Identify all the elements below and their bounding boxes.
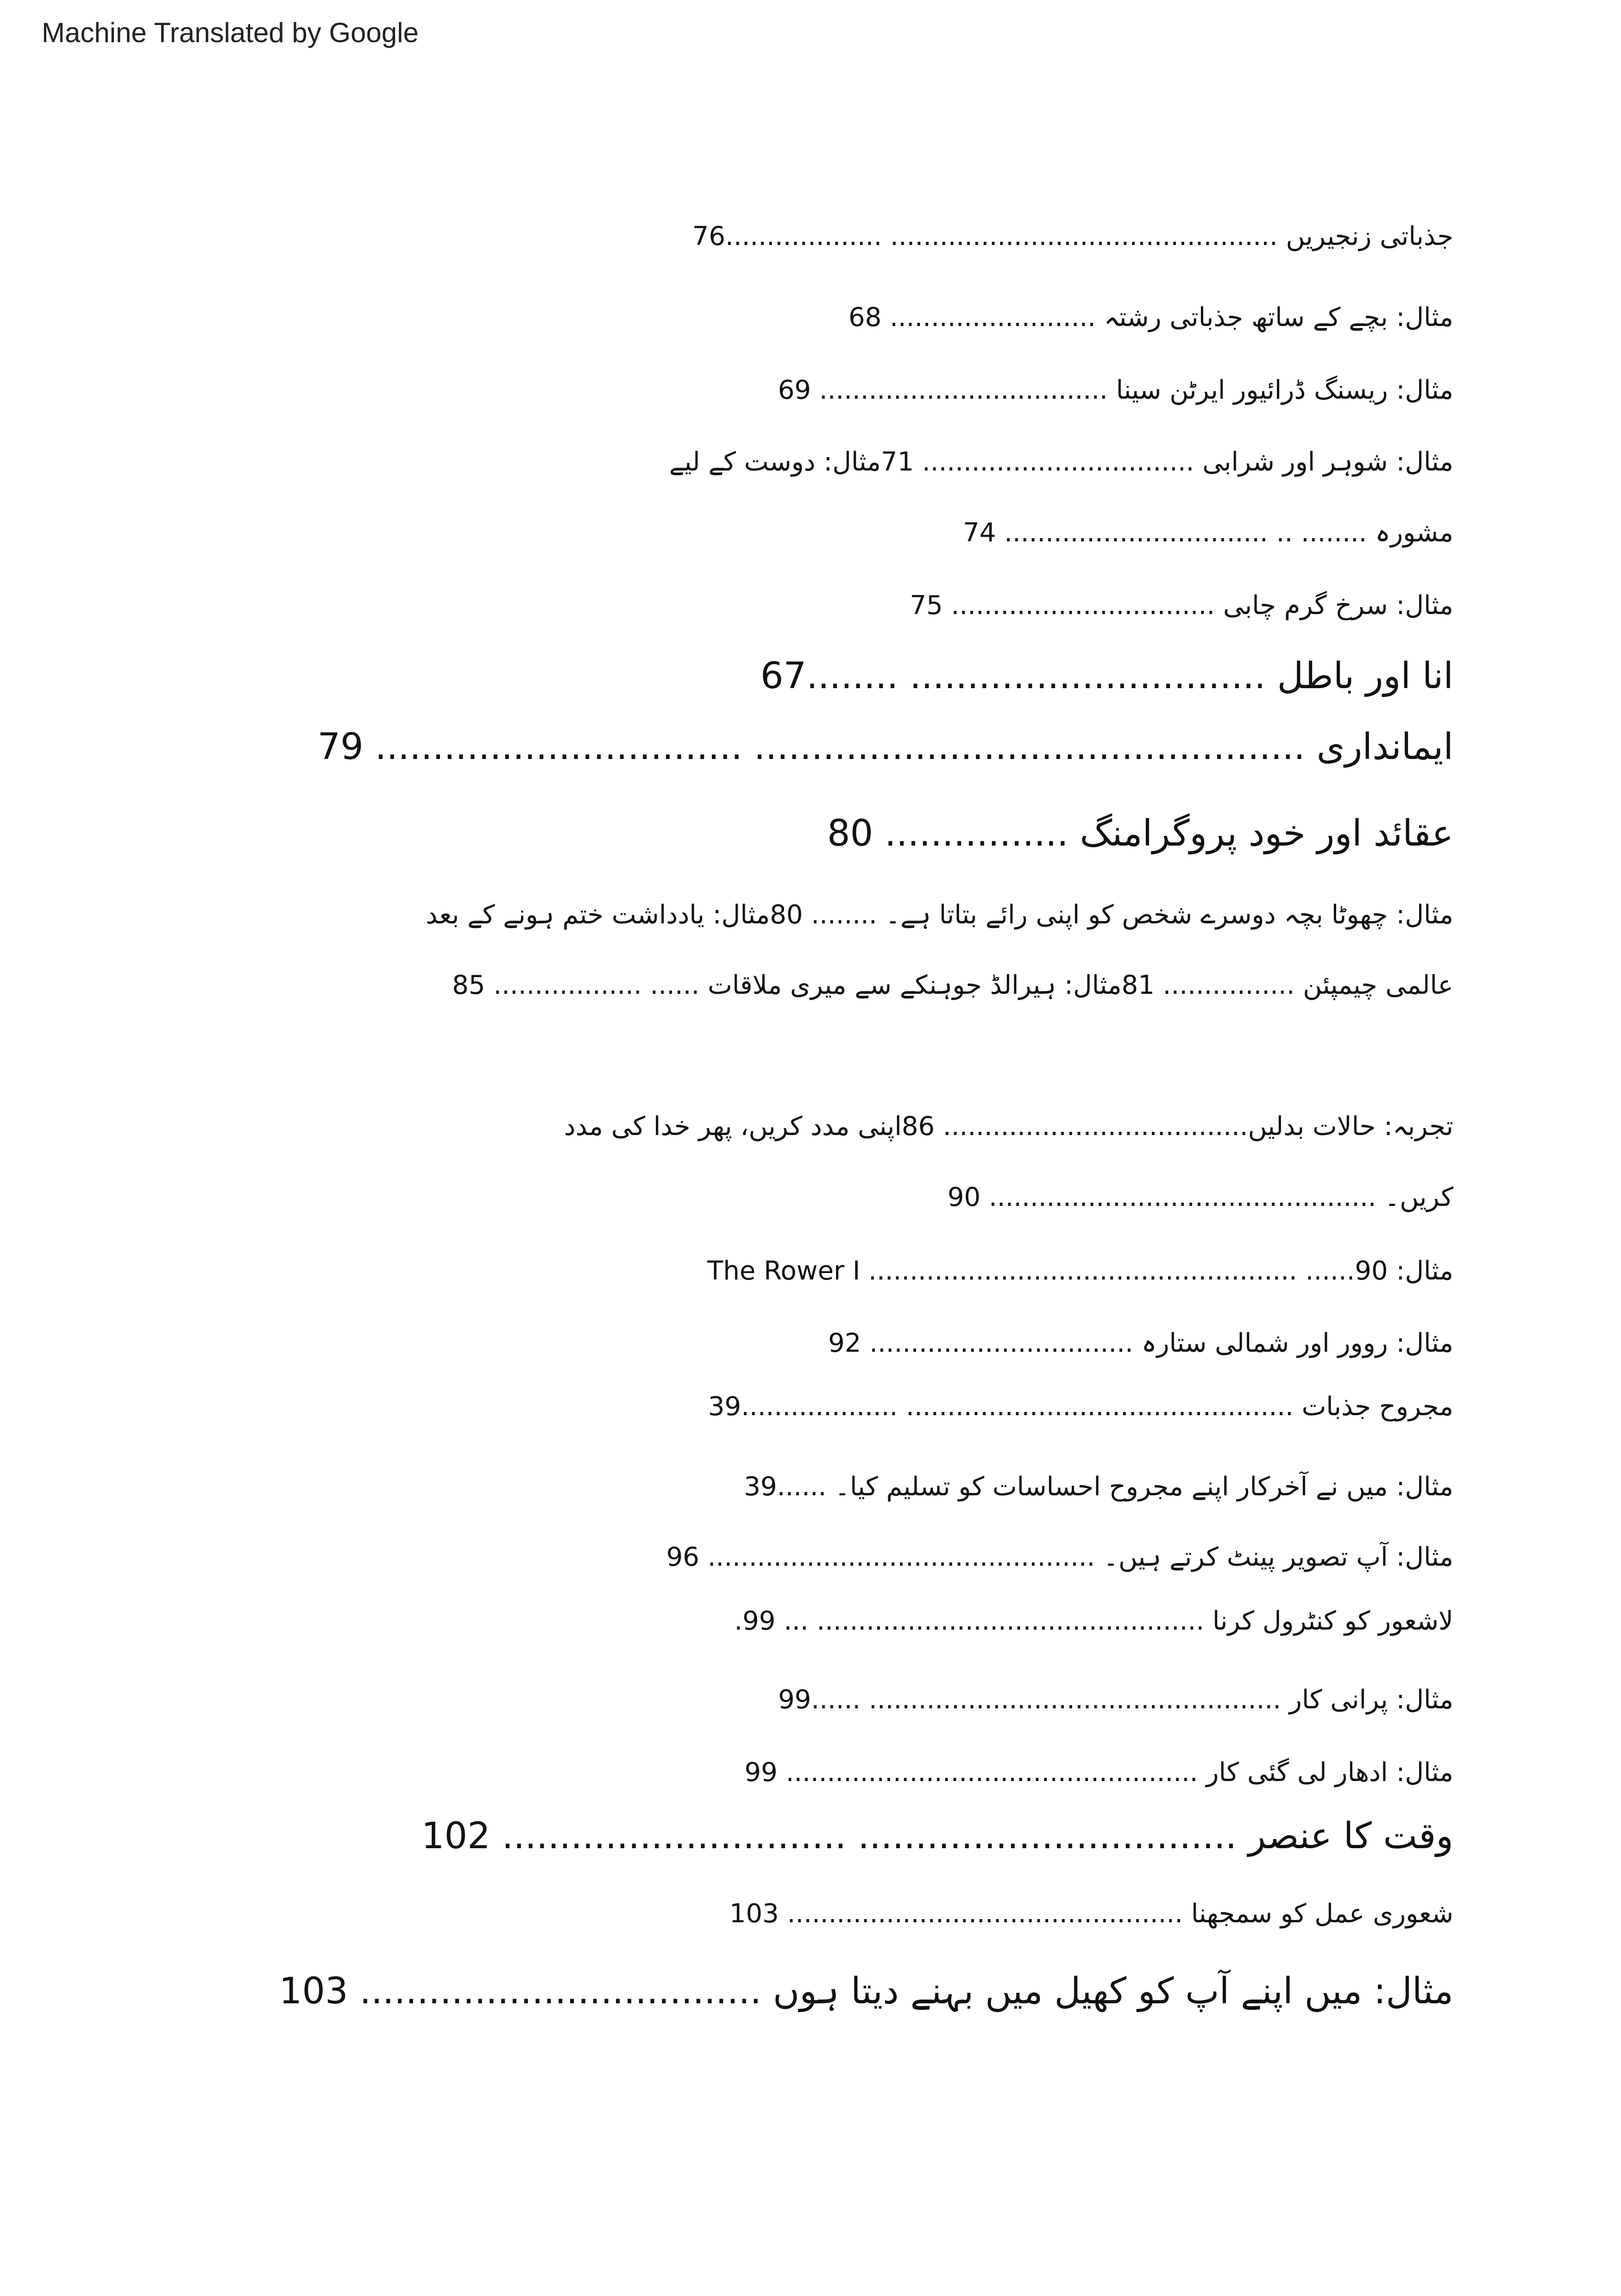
toc-entry: مثال: آپ تصویر پینٹ کرتے ہیں۔ ............................................... 96 <box>666 1542 1453 1572</box>
toc-entry: عالمی چیمپئن ................ 81مثال: ہیرالڈ جوہنکے سے میری ملاقات ...... .................. 85 <box>452 970 1453 1000</box>
toc-entry: مثال: ریسنگ ڈرائیور ایرٹن سینا ................................... 69 <box>778 375 1453 405</box>
toc-entry: مجروح جذبات ............................................... ...................39 <box>708 1392 1453 1422</box>
toc-entry: مشورہ ........ .. ................................ 74 <box>963 518 1453 548</box>
toc-entry: مثال: روور اور شمالی ستارہ ................................ 92 <box>828 1328 1453 1358</box>
toc-heading: مثال: میں اپنے آپ کو کھیل میں بہنے دیتا ہوں ................................... 103 <box>279 1970 1453 2012</box>
machine-translation-banner: Machine Translated by Google <box>42 17 419 48</box>
toc-entry: مثال: چھوٹا بچہ دوسرے شخص کو اپنی رائے بتاتا ہے۔ ........ 80مثال: یادداشت ختم ہونے کے بعد <box>426 900 1453 930</box>
toc-entry: مثال: بچے کے ساتھ جذباتی رشتہ ......................... 68 <box>848 302 1453 332</box>
toc-entry: مثال: پرانی کار .................................................. ......99 <box>778 1685 1453 1715</box>
toc-entry: مثال: شوہر اور شرابی ................................. 71مثال: دوست کے لیے <box>669 447 1453 477</box>
toc-heading: وقت کا عنصر ................................. .............................. 102 <box>421 1815 1453 1857</box>
toc-entry: شعوری عمل کو سمجھنا ................................................ 103 <box>729 1899 1453 1929</box>
toc-entry: مثال: ادھار لی گئی کار .................................................. 99 <box>744 1757 1453 1788</box>
toc-heading: انا اور باطل ............................... ........67 <box>760 655 1453 697</box>
toc-entry: مثال: میں نے آخرکار اپنے مجروح احساسات کو تسلیم کیا۔ ......39 <box>744 1472 1453 1502</box>
toc-entry: مثال: سرخ گرم چابی ................................ 75 <box>910 590 1453 621</box>
toc-heading: ایمانداری ................................................ ................................ 79 <box>317 726 1453 768</box>
toc-entry: تجربہ: حالات بدلیں..................................... 86اپنی مدد کریں، پھر خدا کی مدد <box>564 1111 1453 1142</box>
toc-entry: کریں۔ ............................................... 90 <box>947 1182 1453 1212</box>
toc-entry: مثال: 90...... .................................................... The Rower I <box>707 1256 1453 1286</box>
toc-entry: لاشعور کو کنٹرول کرنا ............................................... ... 99. <box>734 1606 1453 1636</box>
toc-heading: عقائد اور خود پروگرامنگ ................ 80 <box>827 813 1453 854</box>
toc-entry: جذباتی زنجیریں ............................................... ...................76 <box>692 221 1453 251</box>
